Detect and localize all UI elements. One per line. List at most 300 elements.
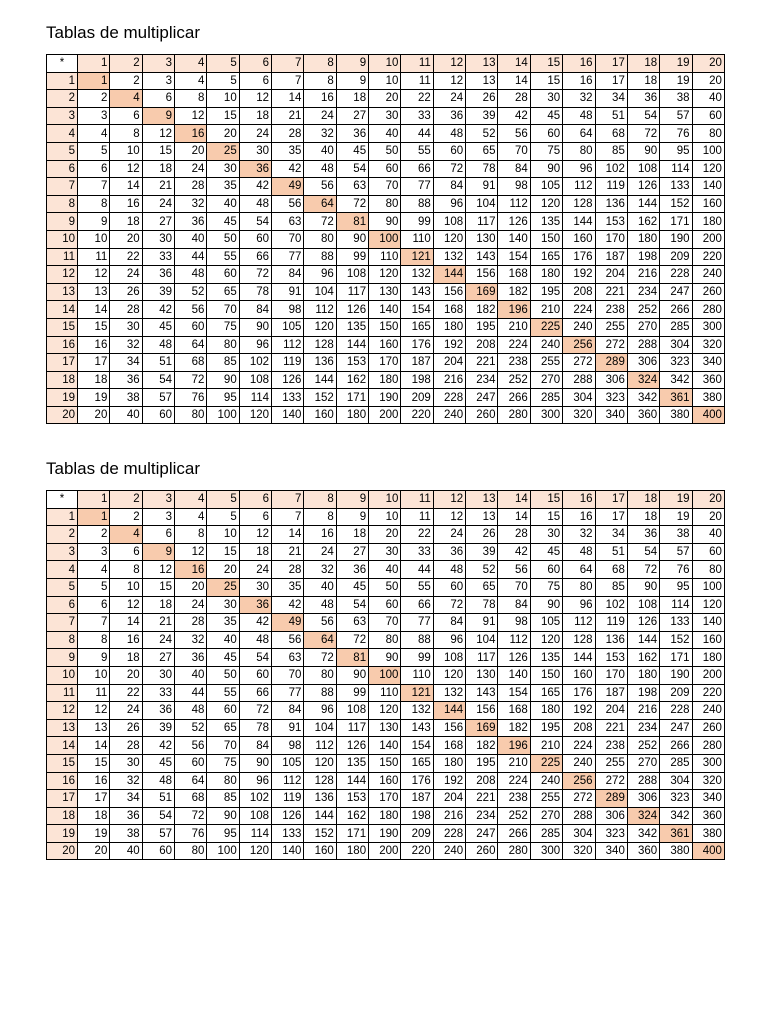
product-cell: 70 <box>207 737 239 755</box>
product-cell: 15 <box>78 754 110 772</box>
product-cell: 72 <box>304 213 336 231</box>
product-cell: 39 <box>142 283 174 301</box>
product-cell: 320 <box>692 772 724 790</box>
product-cell: 48 <box>433 561 465 579</box>
diagonal-cell: 4 <box>110 526 142 544</box>
product-cell: 285 <box>660 754 692 772</box>
product-cell: 7 <box>272 508 304 526</box>
product-cell: 114 <box>660 596 692 614</box>
table-row <box>47 266 725 284</box>
product-cell: 120 <box>369 266 401 284</box>
table-row <box>47 301 725 319</box>
table-row <box>47 508 725 526</box>
product-cell: 240 <box>530 772 562 790</box>
product-cell: 13 <box>78 283 110 301</box>
product-cell: 154 <box>498 684 530 702</box>
product-cell: 8 <box>110 561 142 579</box>
product-cell: 340 <box>595 406 627 424</box>
product-cell: 260 <box>692 283 724 301</box>
product-cell: 45 <box>530 543 562 561</box>
product-cell: 57 <box>660 107 692 125</box>
column-header: 19 <box>660 55 692 73</box>
product-cell: 60 <box>530 561 562 579</box>
column-header: 5 <box>207 491 239 509</box>
row-header: 14 <box>47 737 78 755</box>
product-cell: 132 <box>401 266 433 284</box>
product-cell: 180 <box>336 406 368 424</box>
product-cell: 60 <box>692 543 724 561</box>
row-header: 17 <box>47 354 78 372</box>
product-cell: 288 <box>563 371 595 389</box>
product-cell: 272 <box>595 336 627 354</box>
column-header: 20 <box>692 491 724 509</box>
product-cell: 306 <box>595 371 627 389</box>
row-header: 12 <box>47 266 78 284</box>
product-cell: 170 <box>595 666 627 684</box>
product-cell: 234 <box>627 283 659 301</box>
product-cell: 4 <box>175 508 207 526</box>
product-cell: 32 <box>175 195 207 213</box>
column-header: 3 <box>142 55 174 73</box>
product-cell: 143 <box>401 283 433 301</box>
table-row <box>47 406 725 424</box>
product-cell: 34 <box>595 90 627 108</box>
product-cell: 110 <box>401 666 433 684</box>
product-cell: 84 <box>433 614 465 632</box>
product-cell: 32 <box>110 772 142 790</box>
product-cell: 272 <box>595 772 627 790</box>
product-cell: 22 <box>110 684 142 702</box>
product-cell: 180 <box>369 371 401 389</box>
table-row <box>47 578 725 596</box>
product-cell: 7 <box>272 72 304 90</box>
product-cell: 42 <box>272 160 304 178</box>
row-header: 15 <box>47 754 78 772</box>
product-cell: 280 <box>692 301 724 319</box>
product-cell: 72 <box>433 160 465 178</box>
product-cell: 28 <box>175 178 207 196</box>
product-cell: 19 <box>78 389 110 407</box>
product-cell: 98 <box>498 178 530 196</box>
product-cell: 34 <box>110 354 142 372</box>
product-cell: 76 <box>175 825 207 843</box>
column-header: 5 <box>207 55 239 73</box>
product-cell: 136 <box>304 790 336 808</box>
product-cell: 80 <box>207 772 239 790</box>
product-cell: 17 <box>78 354 110 372</box>
product-cell: 85 <box>207 354 239 372</box>
column-header: 11 <box>401 491 433 509</box>
product-cell: 180 <box>530 266 562 284</box>
product-cell: 119 <box>272 354 304 372</box>
row-header: 5 <box>47 578 78 596</box>
product-cell: 96 <box>563 596 595 614</box>
product-cell: 6 <box>110 107 142 125</box>
product-cell: 26 <box>110 719 142 737</box>
product-cell: 14 <box>272 526 304 544</box>
product-cell: 133 <box>660 614 692 632</box>
table-row <box>47 561 725 579</box>
product-cell: 78 <box>466 596 498 614</box>
column-header: 18 <box>627 491 659 509</box>
product-cell: 360 <box>692 371 724 389</box>
product-cell: 144 <box>304 371 336 389</box>
product-cell: 60 <box>142 842 174 860</box>
product-cell: 126 <box>272 371 304 389</box>
product-cell: 30 <box>530 526 562 544</box>
product-cell: 100 <box>692 578 724 596</box>
product-cell: 128 <box>304 336 336 354</box>
column-header: 2 <box>110 55 142 73</box>
product-cell: 380 <box>692 825 724 843</box>
product-cell: 35 <box>272 578 304 596</box>
product-cell: 28 <box>272 125 304 143</box>
product-cell: 91 <box>272 283 304 301</box>
product-cell: 9 <box>336 72 368 90</box>
column-header: 13 <box>466 491 498 509</box>
product-cell: 380 <box>660 406 692 424</box>
product-cell: 55 <box>207 684 239 702</box>
product-cell: 98 <box>498 614 530 632</box>
product-cell: 360 <box>627 406 659 424</box>
product-cell: 128 <box>563 631 595 649</box>
product-cell: 38 <box>660 526 692 544</box>
product-cell: 60 <box>207 702 239 720</box>
row-header: 6 <box>47 596 78 614</box>
product-cell: 108 <box>627 160 659 178</box>
diagonal-cell: 4 <box>110 90 142 108</box>
product-cell: 15 <box>207 107 239 125</box>
table-row <box>47 842 725 860</box>
product-cell: 12 <box>110 596 142 614</box>
product-cell: 20 <box>207 125 239 143</box>
product-cell: 270 <box>530 371 562 389</box>
diagonal-cell: 64 <box>304 631 336 649</box>
product-cell: 80 <box>563 578 595 596</box>
product-cell: 144 <box>563 649 595 667</box>
product-cell: 300 <box>692 318 724 336</box>
multiplication-table-2 <box>46 490 725 860</box>
product-cell: 224 <box>563 737 595 755</box>
product-cell: 24 <box>304 543 336 561</box>
product-cell: 342 <box>627 389 659 407</box>
product-cell: 42 <box>272 596 304 614</box>
product-cell: 198 <box>401 807 433 825</box>
product-cell: 180 <box>692 213 724 231</box>
column-header: 8 <box>304 491 336 509</box>
table-row <box>47 543 725 561</box>
product-cell: 48 <box>563 107 595 125</box>
product-cell: 50 <box>207 666 239 684</box>
product-cell: 120 <box>369 702 401 720</box>
product-cell: 36 <box>433 107 465 125</box>
product-cell: 51 <box>595 543 627 561</box>
product-cell: 54 <box>239 649 271 667</box>
product-cell: 80 <box>369 195 401 213</box>
product-cell: 187 <box>401 354 433 372</box>
product-cell: 221 <box>595 283 627 301</box>
product-cell: 18 <box>110 213 142 231</box>
diagonal-cell: 49 <box>272 614 304 632</box>
product-cell: 14 <box>78 737 110 755</box>
product-cell: 130 <box>369 283 401 301</box>
product-cell: 260 <box>692 719 724 737</box>
product-cell: 52 <box>175 283 207 301</box>
product-cell: 90 <box>530 160 562 178</box>
product-cell: 120 <box>692 160 724 178</box>
column-header: 4 <box>175 491 207 509</box>
product-cell: 133 <box>272 825 304 843</box>
product-cell: 156 <box>466 266 498 284</box>
product-cell: 255 <box>595 318 627 336</box>
product-cell: 260 <box>466 406 498 424</box>
row-header: 14 <box>47 301 78 319</box>
product-cell: 135 <box>336 318 368 336</box>
product-cell: 221 <box>466 354 498 372</box>
row-header: 3 <box>47 107 78 125</box>
product-cell: 140 <box>369 737 401 755</box>
product-cell: 304 <box>660 772 692 790</box>
product-cell: 10 <box>207 90 239 108</box>
product-cell: 7 <box>78 178 110 196</box>
product-cell: 51 <box>142 354 174 372</box>
product-cell: 14 <box>498 508 530 526</box>
product-cell: 12 <box>142 125 174 143</box>
row-header: 11 <box>47 684 78 702</box>
product-cell: 216 <box>433 807 465 825</box>
product-cell: 180 <box>433 318 465 336</box>
table-row <box>47 336 725 354</box>
product-cell: 42 <box>142 301 174 319</box>
product-cell: 20 <box>175 142 207 160</box>
product-cell: 15 <box>530 72 562 90</box>
product-cell: 14 <box>110 614 142 632</box>
column-header: 6 <box>239 491 271 509</box>
product-cell: 105 <box>272 318 304 336</box>
product-cell: 80 <box>207 336 239 354</box>
product-cell: 30 <box>142 230 174 248</box>
product-cell: 288 <box>627 336 659 354</box>
product-cell: 119 <box>595 614 627 632</box>
product-cell: 52 <box>175 719 207 737</box>
product-cell: 360 <box>692 807 724 825</box>
product-cell: 320 <box>563 842 595 860</box>
product-cell: 4 <box>175 72 207 90</box>
product-cell: 6 <box>239 72 271 90</box>
product-cell: 65 <box>207 283 239 301</box>
column-header: 4 <box>175 55 207 73</box>
table-row <box>47 230 725 248</box>
product-cell: 96 <box>433 631 465 649</box>
product-cell: 228 <box>433 825 465 843</box>
product-cell: 45 <box>142 754 174 772</box>
product-cell: 30 <box>369 543 401 561</box>
product-cell: 160 <box>304 406 336 424</box>
product-cell: 10 <box>369 508 401 526</box>
product-cell: 120 <box>530 195 562 213</box>
column-header: 8 <box>304 55 336 73</box>
product-cell: 104 <box>304 719 336 737</box>
product-cell: 80 <box>304 230 336 248</box>
product-cell: 190 <box>660 230 692 248</box>
product-cell: 272 <box>563 354 595 372</box>
column-header: 11 <box>401 55 433 73</box>
product-cell: 51 <box>142 790 174 808</box>
product-cell: 80 <box>563 142 595 160</box>
product-cell: 38 <box>110 825 142 843</box>
product-cell: 220 <box>401 842 433 860</box>
product-cell: 136 <box>595 631 627 649</box>
product-cell: 16 <box>563 72 595 90</box>
product-cell: 60 <box>369 160 401 178</box>
product-cell: 18 <box>336 90 368 108</box>
product-cell: 255 <box>530 354 562 372</box>
product-cell: 35 <box>207 614 239 632</box>
product-cell: 63 <box>272 213 304 231</box>
product-cell: 210 <box>498 754 530 772</box>
product-cell: 20 <box>207 561 239 579</box>
diagonal-cell: 196 <box>498 301 530 319</box>
diagonal-cell: 1 <box>78 508 110 526</box>
table-row <box>47 283 725 301</box>
product-cell: 165 <box>530 684 562 702</box>
product-cell: 84 <box>498 596 530 614</box>
product-cell: 247 <box>660 283 692 301</box>
column-header: 1 <box>78 55 110 73</box>
product-cell: 66 <box>239 684 271 702</box>
product-cell: 323 <box>660 354 692 372</box>
product-cell: 15 <box>142 142 174 160</box>
product-cell: 300 <box>692 754 724 772</box>
product-cell: 45 <box>207 649 239 667</box>
multiplication-table-1 <box>46 54 725 424</box>
product-cell: 18 <box>336 526 368 544</box>
product-cell: 32 <box>304 125 336 143</box>
product-cell: 114 <box>239 389 271 407</box>
product-cell: 77 <box>401 178 433 196</box>
row-header: 11 <box>47 248 78 266</box>
table-row <box>47 160 725 178</box>
product-cell: 10 <box>207 526 239 544</box>
product-cell: 36 <box>336 125 368 143</box>
product-cell: 20 <box>78 406 110 424</box>
column-header: 16 <box>563 491 595 509</box>
product-cell: 240 <box>433 842 465 860</box>
product-cell: 66 <box>401 596 433 614</box>
product-cell: 40 <box>110 406 142 424</box>
product-cell: 195 <box>466 754 498 772</box>
product-cell: 24 <box>239 125 271 143</box>
product-cell: 19 <box>78 825 110 843</box>
product-cell: 28 <box>175 614 207 632</box>
product-cell: 45 <box>336 142 368 160</box>
product-cell: 66 <box>239 248 271 266</box>
product-cell: 39 <box>142 719 174 737</box>
product-cell: 72 <box>433 596 465 614</box>
product-cell: 120 <box>433 230 465 248</box>
product-cell: 304 <box>563 389 595 407</box>
product-cell: 260 <box>466 842 498 860</box>
product-cell: 144 <box>336 772 368 790</box>
product-cell: 156 <box>466 702 498 720</box>
product-cell: 126 <box>272 807 304 825</box>
product-cell: 40 <box>692 526 724 544</box>
product-cell: 13 <box>78 719 110 737</box>
product-cell: 55 <box>401 578 433 596</box>
row-header: 9 <box>47 213 78 231</box>
product-cell: 56 <box>304 614 336 632</box>
product-cell: 22 <box>110 248 142 266</box>
product-cell: 200 <box>369 842 401 860</box>
product-cell: 52 <box>466 125 498 143</box>
product-cell: 11 <box>401 508 433 526</box>
product-cell: 140 <box>498 230 530 248</box>
row-header: 12 <box>47 702 78 720</box>
product-cell: 143 <box>466 684 498 702</box>
product-cell: 60 <box>433 142 465 160</box>
product-cell: 136 <box>595 195 627 213</box>
product-cell: 156 <box>433 719 465 737</box>
product-cell: 16 <box>304 526 336 544</box>
product-cell: 14 <box>498 72 530 90</box>
product-cell: 160 <box>304 842 336 860</box>
product-cell: 152 <box>304 389 336 407</box>
product-cell: 54 <box>336 160 368 178</box>
product-cell: 54 <box>627 107 659 125</box>
product-cell: 165 <box>401 318 433 336</box>
product-cell: 88 <box>401 631 433 649</box>
product-cell: 28 <box>110 737 142 755</box>
product-cell: 12 <box>239 526 271 544</box>
product-cell: 187 <box>401 790 433 808</box>
product-cell: 60 <box>175 318 207 336</box>
product-cell: 50 <box>369 142 401 160</box>
product-cell: 54 <box>142 807 174 825</box>
product-cell: 112 <box>304 301 336 319</box>
product-cell: 48 <box>239 631 271 649</box>
product-cell: 176 <box>401 336 433 354</box>
product-cell: 42 <box>498 107 530 125</box>
corner-cell: * <box>47 55 78 73</box>
product-cell: 45 <box>336 578 368 596</box>
product-cell: 20 <box>369 90 401 108</box>
product-cell: 35 <box>272 142 304 160</box>
product-cell: 63 <box>336 614 368 632</box>
product-cell: 208 <box>466 336 498 354</box>
product-cell: 342 <box>660 807 692 825</box>
product-cell: 234 <box>466 807 498 825</box>
product-cell: 72 <box>336 631 368 649</box>
product-cell: 27 <box>336 543 368 561</box>
product-cell: 144 <box>304 807 336 825</box>
product-cell: 14 <box>78 301 110 319</box>
row-header: 2 <box>47 90 78 108</box>
product-cell: 176 <box>563 248 595 266</box>
product-cell: 33 <box>401 543 433 561</box>
product-cell: 18 <box>627 508 659 526</box>
column-header: 16 <box>563 55 595 73</box>
product-cell: 22 <box>401 526 433 544</box>
header-row <box>47 55 725 73</box>
product-cell: 12 <box>110 160 142 178</box>
product-cell: 110 <box>369 684 401 702</box>
product-cell: 247 <box>466 825 498 843</box>
product-cell: 12 <box>433 508 465 526</box>
row-header: 8 <box>47 631 78 649</box>
product-cell: 240 <box>433 406 465 424</box>
product-cell: 17 <box>595 508 627 526</box>
product-cell: 234 <box>466 371 498 389</box>
